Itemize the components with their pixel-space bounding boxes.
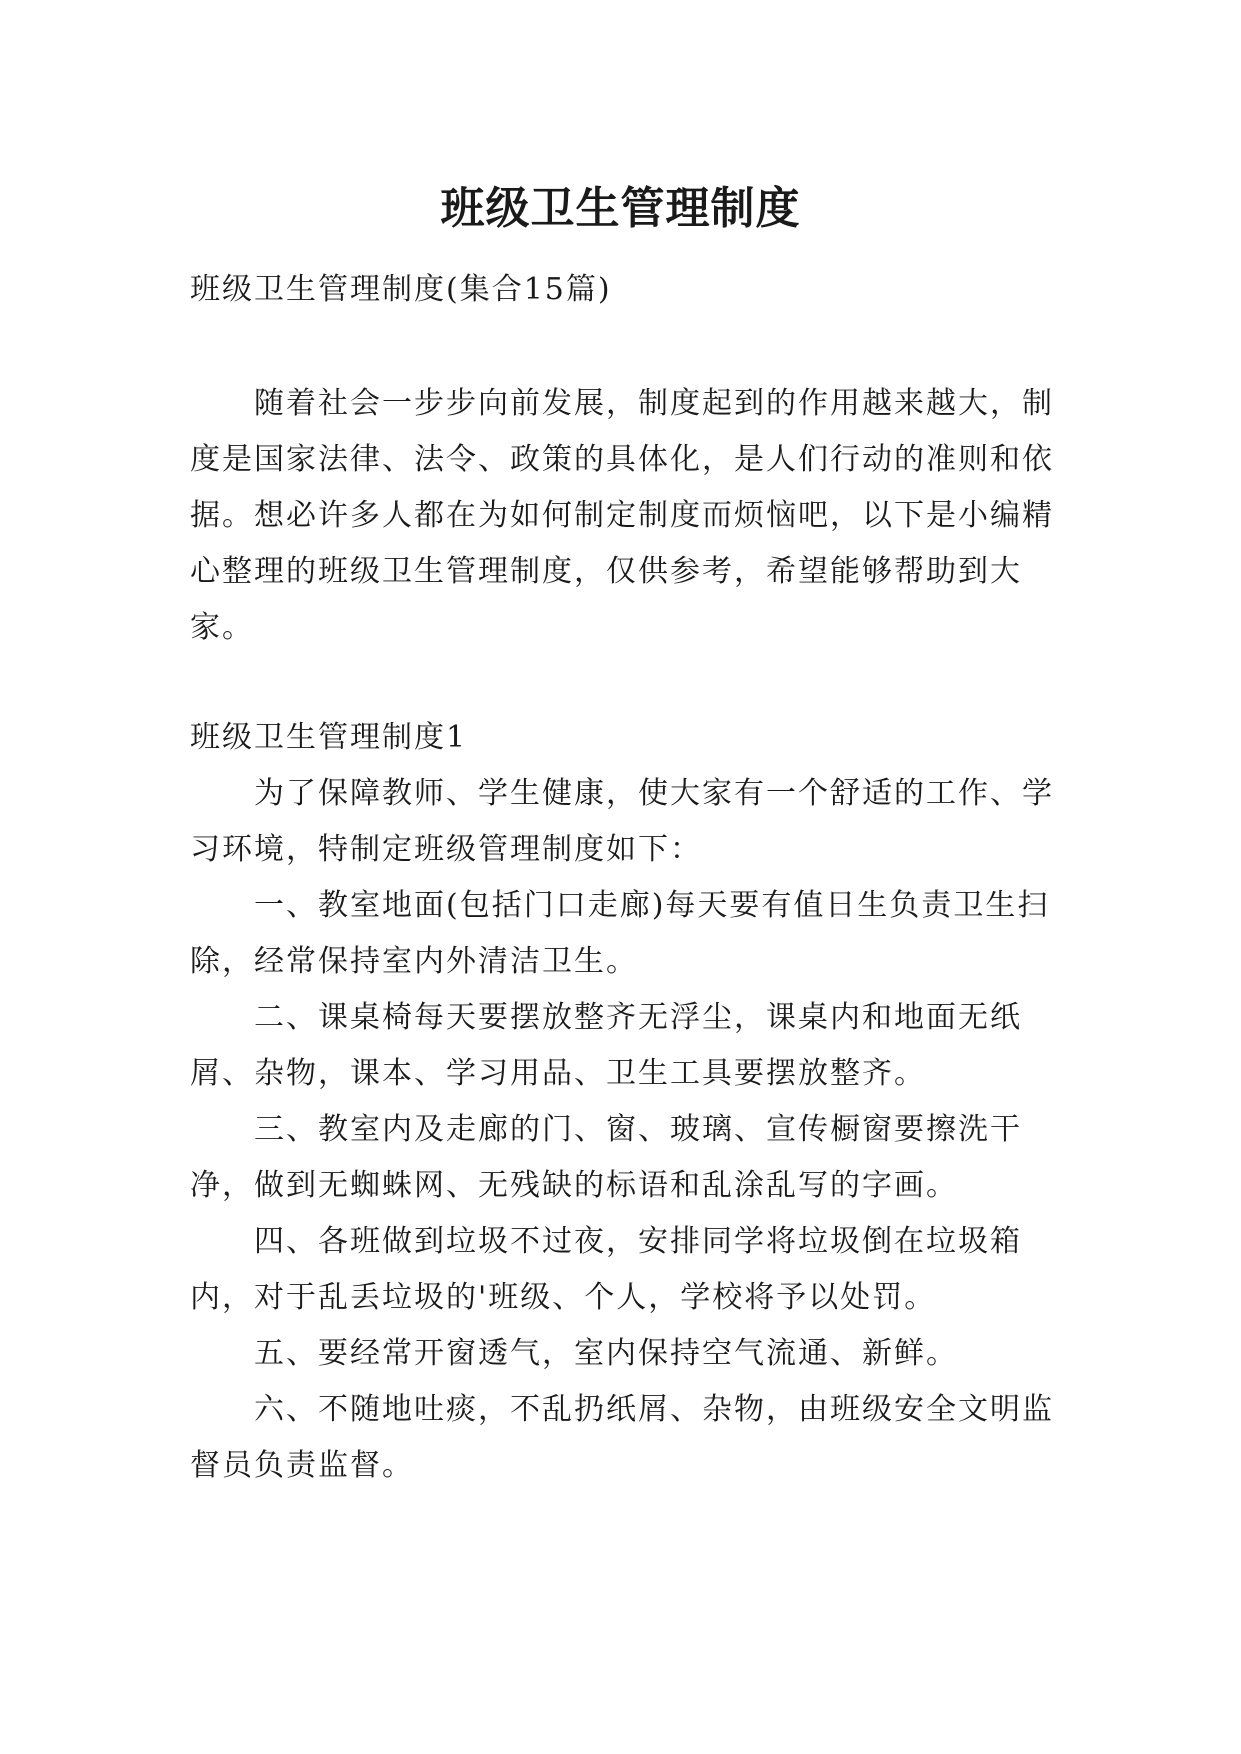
document-subtitle: 班级卫生管理制度(集合15篇)	[190, 272, 612, 307]
document-title: 班级卫生管理制度	[440, 183, 801, 235]
rule-item-4: 四、各班做到垃圾不过夜，安排同学将垃圾倒在垃圾箱内，对于乱丢垃圾的'班级、个人，学校将予以处罚。	[190, 1224, 1022, 1315]
intro-paragraph: 随着社会一步步向前发展，制度起到的作用越来越大，制度是国家法律、法令、政策的具体化，是人们行动的准则和依据。想必许多人都在为如何制定制度而烦恼吧，以下是小编精心整理的班级卫生管理制度，仅供参考，希望能够帮助到大家。	[190, 386, 1054, 645]
spacer	[190, 656, 1070, 710]
rule-item-3: 三、教室内及走廊的门、窗、玻璃、宣传橱窗要擦洗干净，做到无蜘蛛网、无残缺的标语和乱涂乱写的字画。	[190, 1112, 1022, 1203]
rule-item-6: 六、不随地吐痰，不乱扔纸屑、杂物，由班级安全文明监督员负责监督。	[190, 1392, 1054, 1483]
rule-item-1: 一、教室地面(包括门口走廊)每天要有值日生负责卫生扫除，经常保持室内外清洁卫生。	[190, 888, 1050, 979]
spacer	[190, 318, 1070, 376]
rule-item-2: 二、课桌椅每天要摆放整齐无浮尘，课桌内和地面无纸屑、杂物，课本、学习用品、卫生工具要摆放整齐。	[190, 1000, 1022, 1091]
document-body	[190, 262, 1070, 1494]
section-heading: 班级卫生管理制度1	[190, 720, 468, 755]
rule-item-5: 五、要经常开窗透气，室内保持空气流通、新鲜。	[254, 1336, 958, 1371]
section-paragraph: 为了保障教师、学生健康，使大家有一个舒适的工作、学习环境，特制定班级管理制度如下：	[190, 776, 1054, 867]
